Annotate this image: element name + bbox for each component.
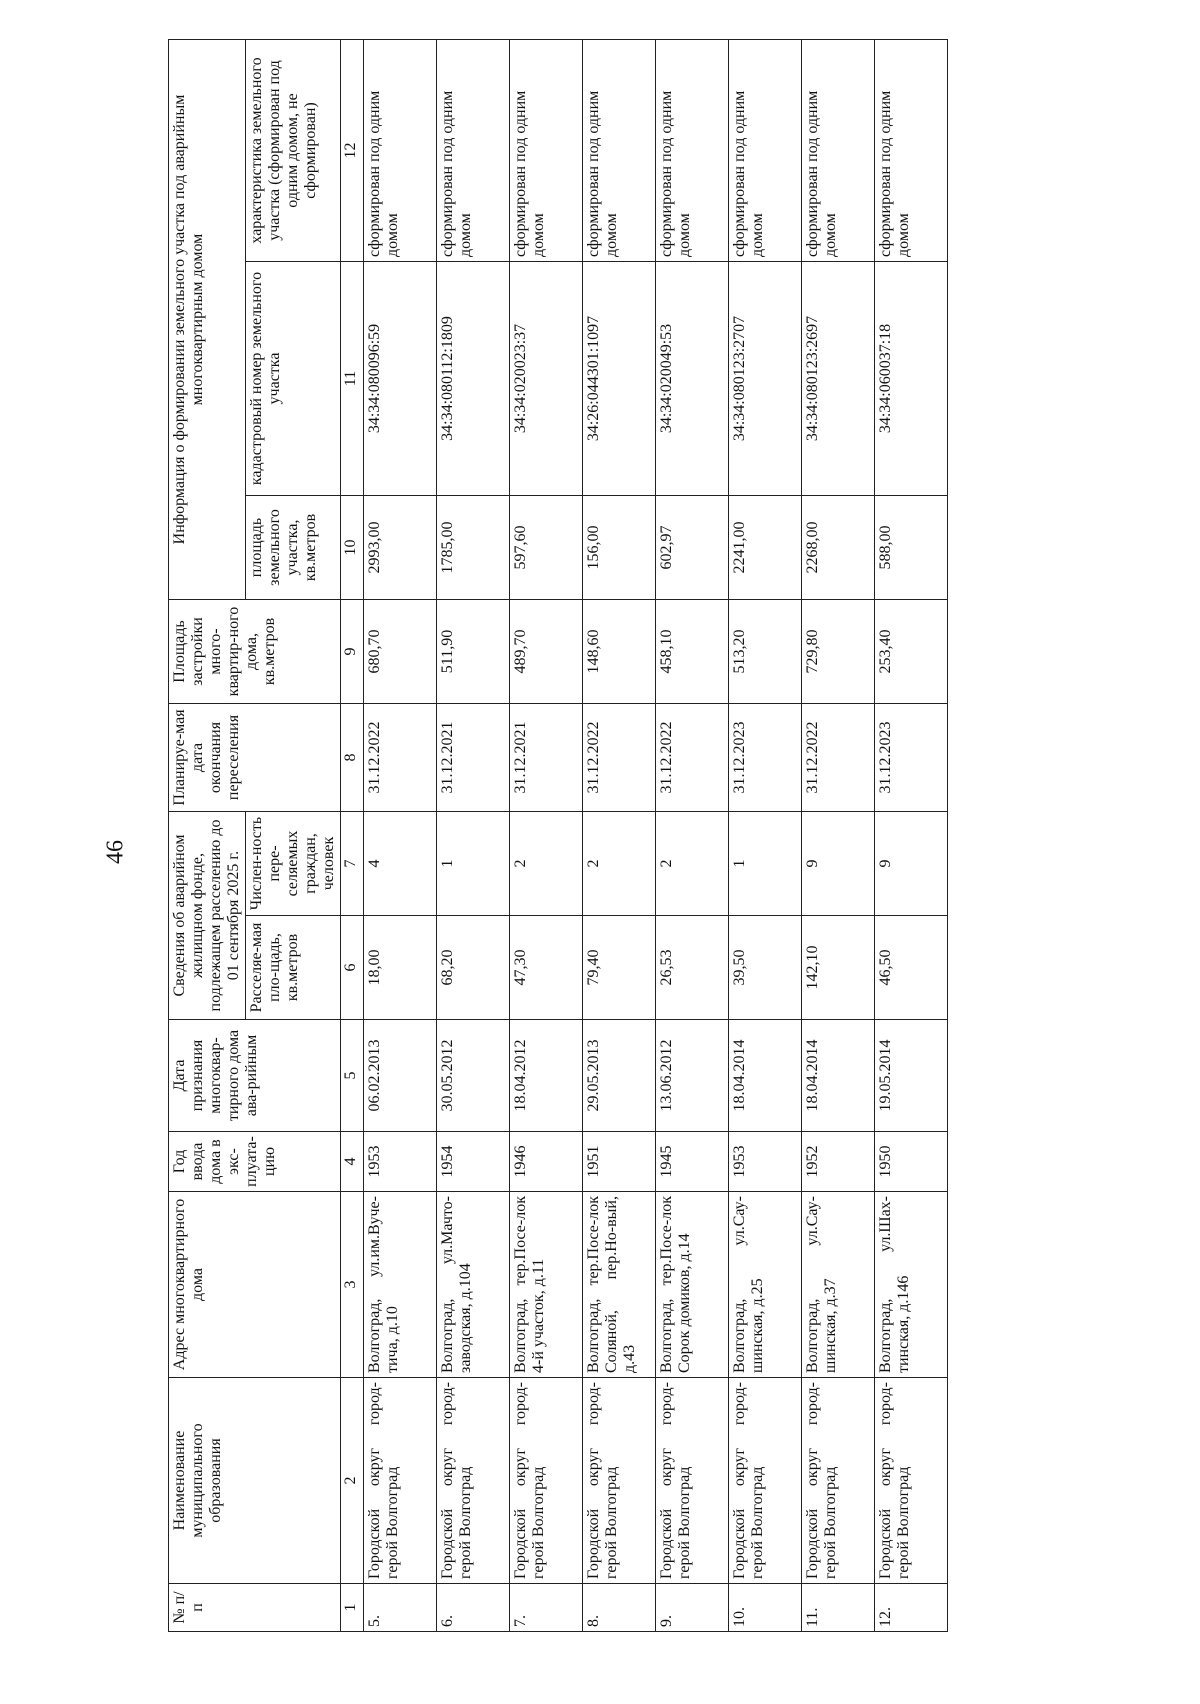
table-row xyxy=(729,40,802,1632)
row-recognition-date: 06.02.2013 xyxy=(364,1020,437,1132)
row-land-characteristic: сформирован под одним домом xyxy=(437,40,510,262)
row-number: 10. xyxy=(729,1584,802,1632)
table-row xyxy=(875,40,948,1632)
row-resettled-area: 142,10 xyxy=(802,916,875,1020)
row-building-area: 729,80 xyxy=(802,600,875,704)
row-planned-date: 31.12.2022 xyxy=(802,704,875,812)
row-land-area: 2993,00 xyxy=(364,496,437,600)
header-cadastral-number: кадастровый номер земельного участка xyxy=(246,262,341,496)
row-recognition-date: 30.05.2012 xyxy=(437,1020,510,1132)
row-building-area: 680,70 xyxy=(364,600,437,704)
row-land-characteristic: сформирован под одним домом xyxy=(875,40,948,262)
row-planned-date: 31.12.2023 xyxy=(875,704,948,812)
row-land-area: 588,00 xyxy=(875,496,948,600)
column-number: 5 xyxy=(341,1020,364,1132)
row-resettled-people: 9 xyxy=(875,812,948,916)
row-municipality: Городской округ город-герой Волгоград xyxy=(875,1378,948,1584)
header-planned-date: Планируе-мая дата окончания переселения xyxy=(169,704,341,812)
column-number: 12 xyxy=(341,40,364,262)
row-planned-date: 31.12.2022 xyxy=(656,704,729,812)
row-recognition-date: 19.05.2014 xyxy=(875,1020,948,1132)
row-land-area: 2268,00 xyxy=(802,496,875,600)
row-municipality: Городской округ город-герой Волгоград xyxy=(729,1378,802,1584)
row-planned-date: 31.12.2022 xyxy=(364,704,437,812)
row-number: 7. xyxy=(510,1584,583,1632)
header-year: Год ввода дома в экс-плуата-цию xyxy=(169,1132,341,1192)
row-land-area: 602,97 xyxy=(656,496,729,600)
row-year: 1952 xyxy=(802,1132,875,1192)
row-building-area: 148,60 xyxy=(583,600,656,704)
header-address: Адрес многоквартирного дома xyxy=(169,1192,341,1378)
row-number: 9. xyxy=(656,1584,729,1632)
column-number: 9 xyxy=(341,600,364,704)
row-resettled-area: 18,00 xyxy=(364,916,437,1020)
row-recognition-date: 18.04.2012 xyxy=(510,1020,583,1132)
row-planned-date: 31.12.2023 xyxy=(729,704,802,812)
column-number: 10 xyxy=(341,496,364,600)
row-land-area: 597,60 xyxy=(510,496,583,600)
row-municipality: Городской округ город-герой Волгоград xyxy=(364,1378,437,1584)
table-row xyxy=(583,40,656,1632)
row-recognition-date: 18.04.2014 xyxy=(729,1020,802,1132)
row-address: Волгоград, ул.Сау-шинская, д.37 xyxy=(802,1192,875,1378)
row-municipality: Городской округ город-герой Волгоград xyxy=(583,1378,656,1584)
row-resettled-people: 9 xyxy=(802,812,875,916)
row-land-characteristic: сформирован под одним домом xyxy=(802,40,875,262)
column-number: 2 xyxy=(341,1378,364,1584)
row-resettled-area: 79,40 xyxy=(583,916,656,1020)
header-building-area: Площадь застройки много-квартир-ного дома, кв.метров xyxy=(169,600,341,704)
row-cadastral-number: 34:34:060037:18 xyxy=(875,262,948,496)
row-number: 11. xyxy=(802,1584,875,1632)
row-address: Волгоград, тер.Посе-лок Соляной, пер.Но-вый, д.43 xyxy=(583,1192,656,1378)
row-recognition-date: 13.06.2012 xyxy=(656,1020,729,1132)
row-land-characteristic: сформирован под одним домом xyxy=(364,40,437,262)
row-year: 1950 xyxy=(875,1132,948,1192)
row-municipality: Городской округ город-герой Волгоград xyxy=(510,1378,583,1584)
row-municipality: Городской округ город-герой Волгоград xyxy=(802,1378,875,1584)
rotated-table-container xyxy=(168,40,1052,1632)
row-planned-date: 31.12.2021 xyxy=(510,704,583,812)
row-building-area: 513,20 xyxy=(729,600,802,704)
row-year: 1953 xyxy=(729,1132,802,1192)
row-land-characteristic: сформирован под одним домом xyxy=(583,40,656,262)
row-resettled-area: 68,20 xyxy=(437,916,510,1020)
row-year: 1951 xyxy=(583,1132,656,1192)
row-address: Волгоград, тер.Посе-лок Сорок домиков, д.14 xyxy=(656,1192,729,1378)
column-numbers-row xyxy=(341,40,364,1632)
column-number: 6 xyxy=(341,916,364,1020)
table-row xyxy=(364,40,437,1632)
row-municipality: Городской округ город-герой Волгоград xyxy=(656,1378,729,1584)
row-planned-date: 31.12.2022 xyxy=(583,704,656,812)
header-land-characteristic: характеристика земельного участка (сформирован под одним домом, не сформирован) xyxy=(246,40,341,262)
table-row xyxy=(510,40,583,1632)
row-address: Волгоград, ул.Мачто-заводская, д.104 xyxy=(437,1192,510,1378)
table-row xyxy=(437,40,510,1632)
row-building-area: 458,10 xyxy=(656,600,729,704)
row-resettled-area: 26,53 xyxy=(656,916,729,1020)
row-address: Волгоград, ул.Шах-тинская, д.146 xyxy=(875,1192,948,1378)
table-row xyxy=(656,40,729,1632)
row-building-area: 511,90 xyxy=(437,600,510,704)
table-body xyxy=(364,40,948,1632)
row-address: Волгоград, ул.им.Вуче-тича, д.10 xyxy=(364,1192,437,1378)
row-number: 8. xyxy=(583,1584,656,1632)
row-land-area: 156,00 xyxy=(583,496,656,600)
row-resettled-area: 39,50 xyxy=(729,916,802,1020)
row-year: 1945 xyxy=(656,1132,729,1192)
row-resettled-people: 2 xyxy=(656,812,729,916)
row-year: 1946 xyxy=(510,1132,583,1192)
row-cadastral-number: 34:34:020023:37 xyxy=(510,262,583,496)
row-address: Волгоград, тер.Посе-лок 4-й участок, д.11 xyxy=(510,1192,583,1378)
header-recognition-date: Дата признания многоквар-тирного дома ава-рийным xyxy=(169,1020,341,1132)
row-resettled-people: 2 xyxy=(583,812,656,916)
row-land-characteristic: сформирован под одним домом xyxy=(656,40,729,262)
row-year: 1954 xyxy=(437,1132,510,1192)
row-cadastral-number: 34:34:020049:53 xyxy=(656,262,729,496)
row-cadastral-number: 34:34:080112:1809 xyxy=(437,262,510,496)
row-resettled-area: 46,50 xyxy=(875,916,948,1020)
row-land-characteristic: сформирован под одним домом xyxy=(729,40,802,262)
column-number: 3 xyxy=(341,1192,364,1378)
header-group-land-plot: Информация о формировании земельного участка под аварийным многоквартирным домом xyxy=(169,40,246,600)
header-group-emergency-stock: Сведения об аварийном жилищном фонде, подлежащем расселению до 01 сентября 2025 г. xyxy=(169,812,246,1020)
row-number: 5. xyxy=(364,1584,437,1632)
row-number: 6. xyxy=(437,1584,510,1632)
row-resettled-people: 2 xyxy=(510,812,583,916)
table-row xyxy=(802,40,875,1632)
row-cadastral-number: 34:26:044301:1097 xyxy=(583,262,656,496)
row-cadastral-number: 34:34:080096:59 xyxy=(364,262,437,496)
column-number: 4 xyxy=(341,1132,364,1192)
column-number: 11 xyxy=(341,262,364,496)
row-recognition-date: 29.05.2013 xyxy=(583,1020,656,1132)
row-recognition-date: 18.04.2014 xyxy=(802,1020,875,1132)
row-land-area: 2241,00 xyxy=(729,496,802,600)
row-building-area: 489,70 xyxy=(510,600,583,704)
column-number: 8 xyxy=(341,704,364,812)
row-address: Волгоград, ул.Сау-шинская, д.25 xyxy=(729,1192,802,1378)
header-number: № п/п xyxy=(169,1584,341,1632)
header-municipality: Наименование муниципального образования xyxy=(169,1378,341,1584)
row-resettled-people: 4 xyxy=(364,812,437,916)
row-year: 1953 xyxy=(364,1132,437,1192)
header-resettled-people: Числен-ность пере-селяемых граждан, человек xyxy=(246,812,341,916)
column-number: 7 xyxy=(341,812,364,916)
header-resettled-area: Расселяе-мая пло-щадь, кв.метров xyxy=(246,916,341,1020)
row-number: 12. xyxy=(875,1584,948,1632)
column-number: 1 xyxy=(341,1584,364,1632)
row-land-area: 1785,00 xyxy=(437,496,510,600)
row-land-characteristic: сформирован под одним домом xyxy=(510,40,583,262)
page-number: 46 xyxy=(102,840,129,864)
row-planned-date: 31.12.2021 xyxy=(437,704,510,812)
row-municipality: Городской округ город-герой Волгоград xyxy=(437,1378,510,1584)
row-cadastral-number: 34:34:080123:2697 xyxy=(802,262,875,496)
row-building-area: 253,40 xyxy=(875,600,948,704)
row-resettled-people: 1 xyxy=(729,812,802,916)
header-land-area: площадь земельного участка, кв.метров xyxy=(246,496,341,600)
row-resettled-people: 1 xyxy=(437,812,510,916)
resettlement-table xyxy=(168,39,948,1632)
row-cadastral-number: 34:34:080123:2707 xyxy=(729,262,802,496)
row-resettled-area: 47,30 xyxy=(510,916,583,1020)
